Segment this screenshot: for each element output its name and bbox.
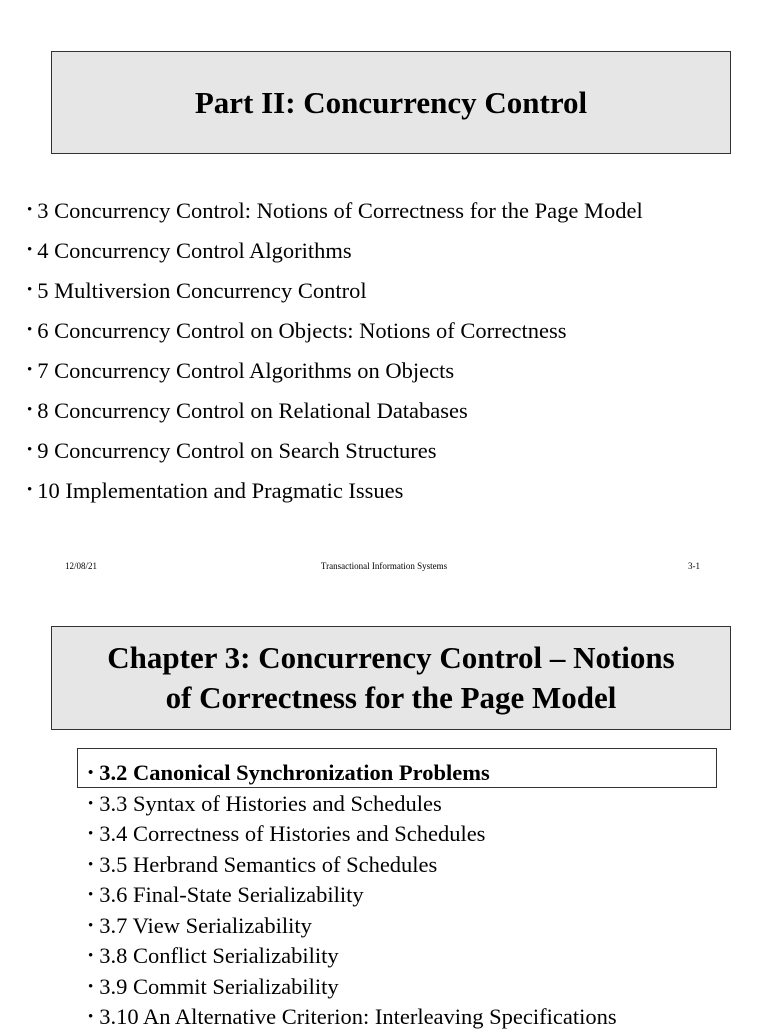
list-item-text: 4 Concurrency Control Algorithms — [37, 238, 352, 263]
bullet-icon: • — [27, 202, 33, 218]
bullet-icon: • — [88, 795, 94, 812]
bullet-icon: • — [27, 242, 33, 258]
bullet-icon: • — [88, 1009, 94, 1025]
list-item — [88, 911, 617, 942]
list-item — [27, 432, 643, 472]
list-item-text: 3.9 Commit Serializability — [99, 973, 339, 999]
bullet-icon: • — [88, 765, 94, 781]
bullet-icon: • — [27, 442, 33, 458]
list-item-text: 3 Concurrency Control: Notions of Correctness for the Page Model — [37, 198, 643, 223]
list-item — [88, 789, 617, 820]
slide-title-line: of Correctness for the Page Model — [165, 680, 617, 715]
slide-chapter-3 — [0, 600, 768, 1029]
list-item-text: 5 Multiversion Concurrency Control — [37, 278, 367, 303]
list-item — [88, 880, 617, 911]
bullet-icon: • — [27, 482, 33, 498]
list-item-text: 3.10 An Alternative Criterion: Interleaving Specifications — [99, 1004, 617, 1029]
slide-title-text: Part II: Concurrency Control — [194, 84, 588, 120]
footer-page-number: 3-1 — [688, 561, 700, 571]
list-item — [88, 819, 617, 850]
list-item — [27, 392, 643, 432]
list-item — [88, 1002, 617, 1033]
bullet-icon: • — [27, 322, 33, 338]
bullet-icon: • — [88, 887, 94, 903]
slide-title — [51, 626, 731, 730]
slide-title-line: Chapter 3: Concurrency Control – Notions — [107, 640, 675, 675]
list-item-text: 3.5 Herbrand Semantics of Schedules — [99, 851, 438, 877]
list-item — [88, 850, 617, 881]
bullet-icon: • — [88, 826, 94, 842]
list-item-text: 8 Concurrency Control on Relational Databases — [37, 398, 468, 423]
section-list — [88, 758, 617, 1033]
bullet-icon: • — [88, 948, 94, 964]
list-item-text: 3.3 Syntax of Histories and Schedules — [99, 790, 442, 816]
list-item — [27, 312, 643, 352]
footer-date: 12/08/21 — [65, 561, 98, 571]
list-item — [88, 972, 617, 1003]
list-item-text: 7 Concurrency Control Algorithms on Objects — [37, 358, 455, 383]
bullet-icon: • — [27, 282, 33, 298]
list-item-text: 3.8 Conflict Serializability — [99, 943, 339, 968]
list-item-text: 9 Concurrency Control on Search Structures — [37, 438, 437, 463]
bullet-icon: • — [88, 978, 94, 995]
bullet-icon: • — [88, 917, 94, 934]
bullet-icon: • — [27, 402, 33, 418]
list-item-current — [88, 758, 617, 789]
list-item — [27, 472, 643, 512]
list-item — [27, 272, 643, 312]
list-item-text: 3.4 Correctness of Histories and Schedules — [99, 821, 486, 846]
list-item — [88, 941, 617, 972]
list-item-text: 3.7 View Serializability — [99, 912, 312, 938]
list-item — [27, 232, 643, 272]
list-item-text: 3.6 Final-State Serializability — [99, 882, 364, 907]
list-item-text: 10 Implementation and Pragmatic Issues — [37, 478, 404, 503]
footer-title: Transactional Information Systems — [320, 561, 448, 571]
bullet-icon: • — [88, 856, 94, 873]
list-item — [27, 352, 643, 392]
bullet-icon: • — [27, 362, 33, 378]
slide-title — [51, 51, 731, 154]
list-item — [27, 192, 643, 232]
chapter-list — [27, 192, 643, 512]
list-item-text: 6 Concurrency Control on Objects: Notions of Correctness — [37, 318, 567, 343]
list-item-text: 3.2 Canonical Synchronization Problems — [99, 760, 490, 785]
